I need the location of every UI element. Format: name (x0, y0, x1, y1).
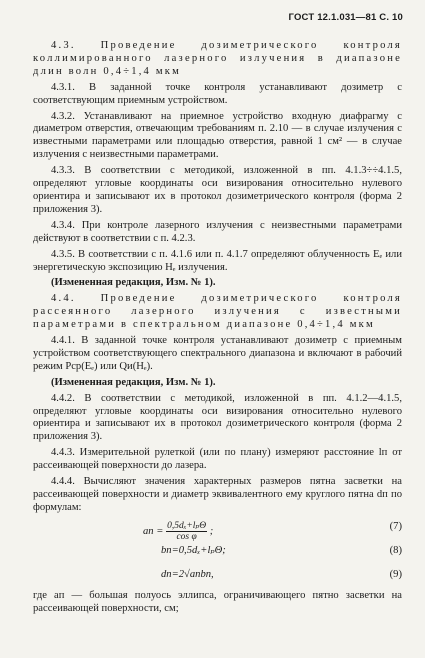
paragraph-4-3-2: 4.3.2. Устанавливают на приемное устройство входную диафрагму с диаметром отверстия, отвечающим требованиям п. 2.10 — в случае излучения с известными параметрами или площадью отверстия, равной 1 см² — в случае излучения с неизвестными параметрами. (33, 110, 402, 161)
formula-8 (33, 542, 402, 564)
paragraph-4-4-4: 4.4.4. Вычисляют значения характерных размеров пятна засветки на рассеивающей поверхности и диаметр эквивалентного ему круглого пятна dп по формулам: (33, 476, 402, 513)
formula-7 (33, 518, 402, 540)
fraction-denominator: cos φ (176, 531, 197, 542)
formula-expression: dп=2√aпbп, (161, 568, 214, 580)
formula-number: (9) (389, 568, 402, 580)
paragraph-4-4-2: 4.4.2. В соответствии с методикой, изложенной в пп. 4.1.2—4.1.5, определяют угловые координаты оси визирования относительно нулевого ориентира и записывают их в протокол дозиметрического контроля (форма 2 приложения 3). (33, 392, 402, 443)
section-4-4-title: 4.4. Проведение дозиметрического контроля рассеянного лазерного излучения с известными параметрами в спектральном диапазоне 0,4÷1,4 мкм (33, 293, 402, 331)
paragraph-4-3-5: 4.3.5. В соответствии с п. 4.1.6 или п. 4.1.7 определяют облученность Eₑ или энергетическую экспозицию Hₑ излучения. (33, 248, 402, 273)
definition-paragraph: где aп — большая полуось эллипса, ограничивающего пятно засветки на рассеивающей поверхности, см; (33, 589, 402, 614)
paragraph-4-3-1: 4.3.1. В заданной точке контроля устанавливают дозиметр с соответствующим приемным устройством. (33, 81, 402, 106)
paragraph-4-4-1: 4.4.1. В заданной точке контроля устанавливают дозиметр с приемным устройством соответствующего спектрального диапазона и включают в рабочий режим Pср(Eₑ) или Qи(Hₑ). (33, 335, 402, 372)
formula-expression: bп=0,5dₓ+lₚΘ; (161, 544, 226, 556)
section-4-3-title: 4.3. Проведение дозиметрического контроля коллимированного лазерного излучения в диапазоне длин волн 0,4÷1,4 мкм (33, 40, 402, 77)
fraction-numerator: 0,5dₓ+lₚΘ (167, 520, 207, 531)
revision-note: (Измененная редакция, Изм. № 1). (51, 376, 216, 388)
page-header: ГОСТ 12.1.031—81 С. 10 (288, 12, 403, 23)
formula-number: (7) (389, 520, 402, 532)
revision-note: (Измененная редакция, Изм. № 1). (51, 277, 216, 289)
document-body (33, 40, 402, 619)
formula-tail: ; (209, 525, 214, 537)
paragraph-4-3-4: 4.3.4. При контроле лазерного излучения с неизвестными параметрами действуют в соответствии с п. 4.2.3. (33, 219, 402, 244)
formula-lhs: aп = (143, 525, 164, 537)
paragraph-4-4-3: 4.4.3. Измерительной рулеткой (или по плану) измеряют расстояние lп от рассеивающей поверхности до лазера. (33, 447, 402, 472)
formula-fraction (166, 521, 207, 542)
formula-number: (8) (389, 544, 402, 556)
paragraph-4-3-3: 4.3.3. В соответствии с методикой, изложенной в пп. 4.1.3÷÷4.1.5, определяют угловые координаты оси визирования относительно нулевого ориентира и записывают их в протокол дозиметрического контроля (форма 2 приложения 3). (33, 165, 402, 215)
formula-9 (33, 566, 402, 588)
